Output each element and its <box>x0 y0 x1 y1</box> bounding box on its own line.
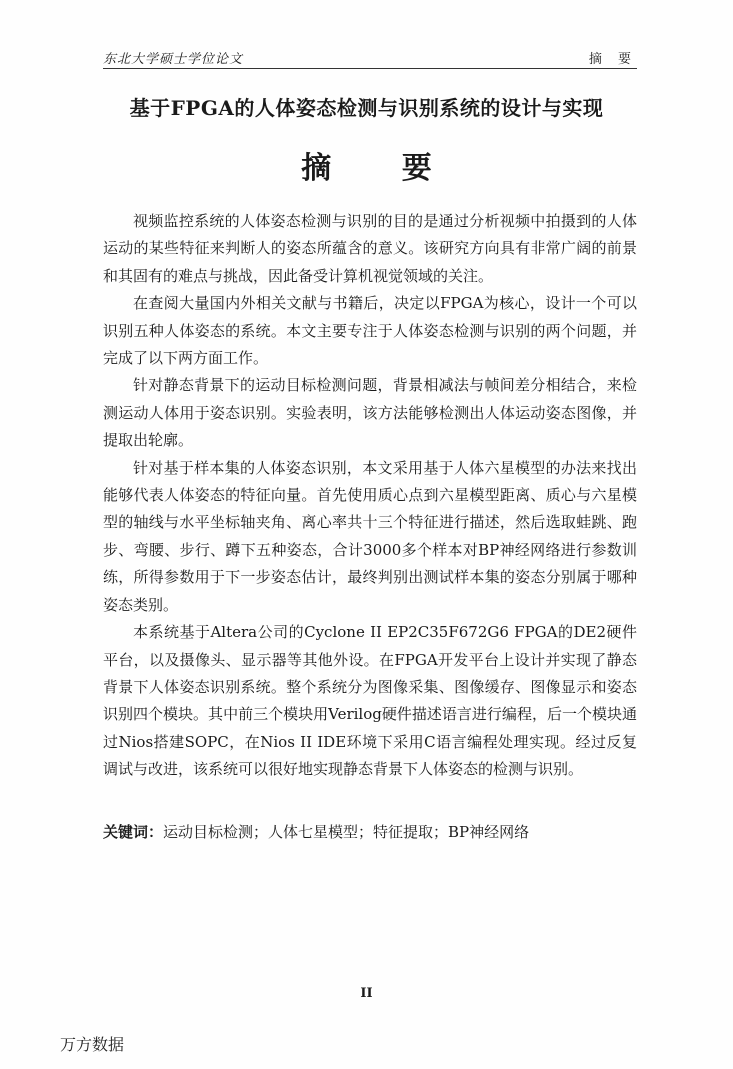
header-thesis-name: 东北大学硕士学位论文 <box>103 52 244 67</box>
keywords-text: 运动目标检测；人体七星模型；特征提取；BP神经网络 <box>163 823 530 841</box>
paper-title: 基于FPGA的人体姿态检测与识别系统的设计与实现 <box>129 96 604 120</box>
abstract-paragraph: 针对静态背景下的运动目标检测问题，背景相减法与帧间差分相结合，来检测运动人体用于姿态识别。实验表明，该方法能够检测出人体运动姿态图像，并提取出轮廓。 <box>103 376 637 450</box>
keywords-line <box>103 821 637 842</box>
abstract-heading: 摘 要 <box>301 151 462 186</box>
keywords-label: 关键词： <box>103 823 164 841</box>
abstract-paragraph: 本系统基于Altera公司的Cyclone II EP2C35F672G6 FPGA的DE2硬件平台，以及摄像头、显示器等其他外设。在FPGA开发平台上设计并实现了静态背景下人体姿态识别系统。整个系统分为图像采集、图像缓存、图像显示和姿态识别四个模块。其中前三个模块用Verilog硬件描述语言进行编程，后一个模块通过Nios搭建SOPC，在Nios II IDE环境下采用C语言编程处理实现。经过反复调试与改进，该系统可以很好地实现静态背景下人体姿态的检测与识别。 <box>103 623 637 779</box>
abstract-paragraph: 针对基于样本集的人体姿态识别，本文采用基于人体六星模型的办法来找出能够代表人体姿态的特征向量。首先使用质心点到六星模型距离、质心与六星模型的轴线与水平坐标轴夹角、离心率共十三个特征进行描述，然后选取蛙跳、跑步、弯腰、步行、蹲下五种姿态，合计3000多个样本对BP神经网络进行参数训练，所得参数用于下一步姿态估计，最终判别出测试样本集的姿态分别属于哪种姿态类别。 <box>103 458 637 614</box>
abstract-body <box>103 208 637 784</box>
abstract-paragraph: 在查阅大量国内外相关文献与书籍后，决定以FPGA为核心，设计一个可以识别五种人体姿态的系统。本文主要专注于人体姿态检测与识别的两个问题，并完成了以下两方面工作。 <box>103 294 637 368</box>
running-header <box>103 44 637 69</box>
page-number: II <box>360 986 373 1001</box>
watermark: 万方数据 <box>60 1035 125 1054</box>
header-section-name: 摘 要 <box>588 52 637 67</box>
abstract-paragraph: 视频监控系统的人体姿态检测与识别的目的是通过分析视频中拍摄到的人体运动的某些特征来判断人的姿态所蕴含的意义。该研究方向具有非常广阔的前景和其固有的难点与挑战，因此备受计算机视觉领域的关注。 <box>103 212 637 285</box>
